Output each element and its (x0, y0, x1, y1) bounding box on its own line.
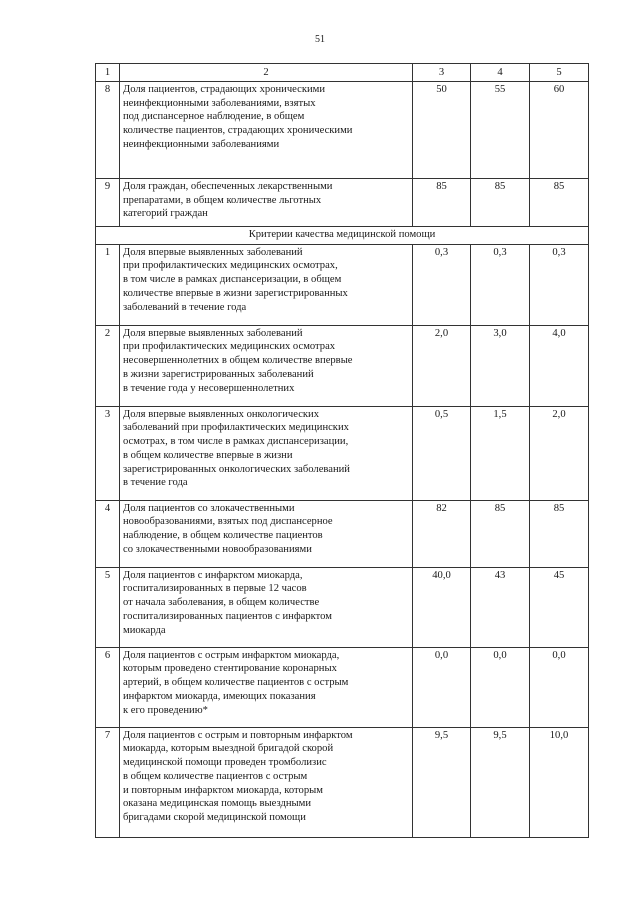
value-cell: 0,0 (530, 647, 589, 727)
value-cell: 0,3 (471, 244, 530, 325)
header-cell: 4 (471, 64, 530, 82)
description-line: количестве впервые в жизни зарегистрированных (123, 287, 348, 299)
value-cell: 55 (471, 81, 530, 178)
value-cell: 3,0 (471, 325, 530, 406)
description-line: Доля пациентов, страдающих хроническими (123, 83, 326, 95)
indicator-description (120, 178, 413, 226)
row-number: 9 (96, 178, 120, 226)
indicator-description (120, 500, 413, 567)
row-number: 7 (96, 727, 120, 837)
description-line: Доля граждан, обеспеченных лекарственными (123, 180, 333, 192)
section-row (96, 226, 589, 244)
table-row (96, 647, 589, 727)
value-cell: 85 (530, 178, 589, 226)
description-line: в течение года у несовершеннолетних (123, 382, 295, 394)
description-line: бригадами скорой медицинской помощи (123, 812, 306, 824)
indicator-description (120, 567, 413, 647)
value-cell: 1,5 (471, 406, 530, 500)
value-cell: 40,0 (413, 567, 471, 647)
description-line: новообразованиями, взятых под диспансерное (123, 516, 333, 528)
description-line: в общем количестве впервые в жизни (123, 449, 293, 461)
table-row (96, 406, 589, 500)
description-line: и повторным инфарктом миокарда, которым (123, 784, 323, 796)
value-cell: 0,0 (413, 647, 471, 727)
description-line: в общем количестве пациентов с острым (123, 770, 308, 782)
table-row (96, 500, 589, 567)
description-line: в течение года (123, 477, 188, 489)
header-cell: 3 (413, 64, 471, 82)
description-line: Доля пациентов с острым и повторным инфарктом (123, 729, 353, 741)
description-line: Доля впервые выявленных заболеваний (123, 327, 303, 339)
description-line: категорий граждан (123, 208, 208, 220)
description-line: госпитализированных в первые 12 часов (123, 583, 307, 595)
description-line: оказана медицинская помощь выездными (123, 798, 312, 810)
indicator-description (120, 244, 413, 325)
description-line: в том числе в рамках диспансеризации, в общем (123, 274, 342, 286)
value-cell: 85 (471, 500, 530, 567)
description-line: под диспансерное наблюдение, в общем (123, 111, 305, 123)
description-line: Доля пациентов со злокачественными (123, 502, 295, 514)
description-line: осмотрах, в том числе в рамках диспансеризации, (123, 436, 349, 448)
value-cell: 43 (471, 567, 530, 647)
description-line: госпитализированных пациентов с инфарктом (123, 610, 332, 622)
section-title: Критерии качества медицинской помощи (96, 226, 589, 244)
value-cell: 9,5 (413, 727, 471, 837)
description-line: при профилактических медицинских осмотрах (123, 341, 336, 353)
table-row (96, 325, 589, 406)
indicators-table (95, 63, 589, 838)
row-number: 3 (96, 406, 120, 500)
description-line: в жизни зарегистрированных заболеваний (123, 368, 314, 380)
value-cell: 45 (530, 567, 589, 647)
value-cell: 4,0 (530, 325, 589, 406)
row-number: 1 (96, 244, 120, 325)
value-cell: 2,0 (413, 325, 471, 406)
indicator-description (120, 727, 413, 837)
value-cell: 85 (471, 178, 530, 226)
indicator-description (120, 325, 413, 406)
page-number: 51 (315, 34, 325, 45)
indicator-description (120, 647, 413, 727)
description-line: медицинской помощи проведен тромболизис (123, 757, 327, 769)
value-cell: 10,0 (530, 727, 589, 837)
table-row (96, 178, 589, 226)
description-line: препаратами, в общем количестве льготных (123, 194, 322, 206)
description-line: несовершеннолетних в общем количестве впервые (123, 355, 353, 367)
row-number: 5 (96, 567, 120, 647)
value-cell: 0,3 (413, 244, 471, 325)
description-line: Доля пациентов с инфарктом миокарда, (123, 569, 303, 581)
description-line: заболеваний в течение года (123, 301, 247, 313)
description-line: неинфекционными заболеваниями, взятых (123, 97, 316, 109)
indicator-description (120, 406, 413, 500)
value-cell: 85 (413, 178, 471, 226)
description-line: артерий, в общем количестве пациентов с острым (123, 677, 349, 689)
description-line: со злокачественными новообразованиями (123, 543, 312, 555)
table-row (96, 727, 589, 837)
description-line: к его проведению* (123, 704, 208, 716)
description-line: наблюдение, в общем количестве пациентов (123, 530, 323, 542)
description-line: инфарктом миокарда, имеющих показания (123, 690, 316, 702)
description-line: Доля пациентов с острым инфарктом миокарда, (123, 649, 340, 661)
description-line: зарегистрированных онкологических заболеваний (123, 463, 350, 475)
description-line: Доля впервые выявленных онкологических (123, 408, 320, 420)
description-line: миокарда (123, 624, 166, 636)
table-row (96, 567, 589, 647)
table-row (96, 81, 589, 178)
header-cell: 2 (120, 64, 413, 82)
value-cell: 50 (413, 81, 471, 178)
table-row (96, 244, 589, 325)
value-cell: 0,3 (530, 244, 589, 325)
header-cell: 1 (96, 64, 120, 82)
row-number: 8 (96, 81, 120, 178)
description-line: количестве пациентов, страдающих хроническими (123, 125, 353, 137)
value-cell: 0,5 (413, 406, 471, 500)
value-cell: 60 (530, 81, 589, 178)
description-line: миокарда, которым выездной бригадой скорой (123, 743, 334, 755)
description-line: Доля впервые выявленных заболеваний (123, 246, 303, 258)
row-number: 2 (96, 325, 120, 406)
value-cell: 9,5 (471, 727, 530, 837)
value-cell: 2,0 (530, 406, 589, 500)
description-line: от начала заболевания, в общем количестве (123, 597, 320, 609)
description-line: заболеваний при профилактических медицинских (123, 422, 349, 434)
table-header-row (96, 64, 589, 82)
description-line: при профилактических медицинских осмотрах, (123, 260, 338, 272)
value-cell: 82 (413, 500, 471, 567)
description-line: которым проведено стентирование коронарных (123, 663, 337, 675)
row-number: 6 (96, 647, 120, 727)
indicator-description (120, 81, 413, 178)
description-line: неинфекционными заболеваниями (123, 138, 280, 150)
value-cell: 0,0 (471, 647, 530, 727)
value-cell: 85 (530, 500, 589, 567)
header-cell: 5 (530, 64, 589, 82)
row-number: 4 (96, 500, 120, 567)
